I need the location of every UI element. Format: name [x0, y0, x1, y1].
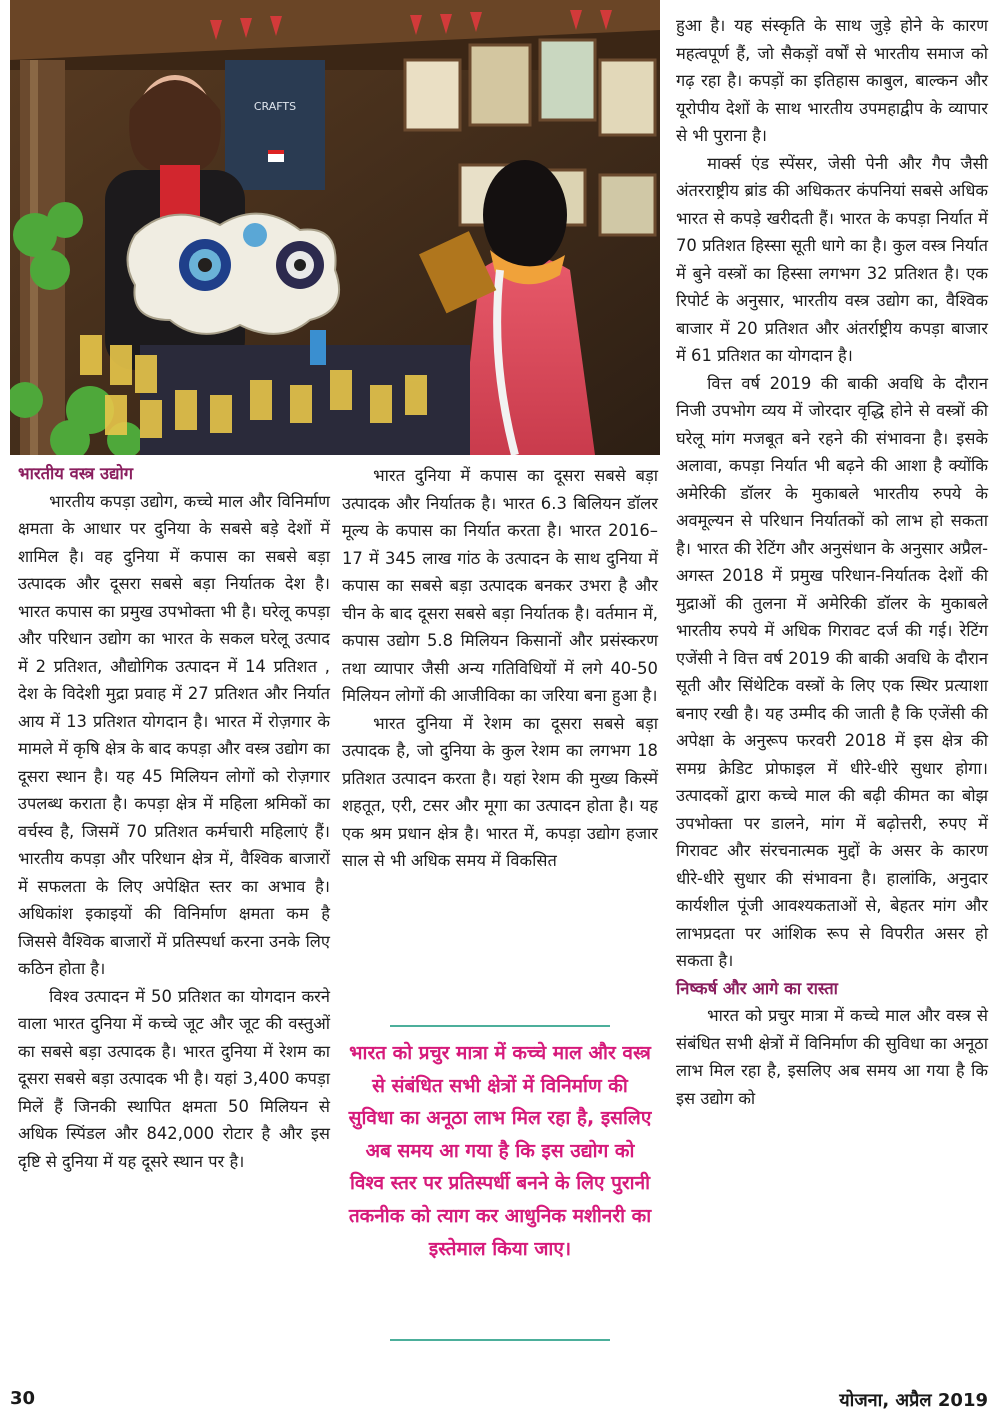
left-paragraph-2: विश्व उत्पादन में 50 प्रतिशत का योगदान करने वाला भारत दुनिया में कच्चे जूट और जूट की वस्तुओं का सबसे बड़ा उत्पादक है। भारत दुनिया में रेशम का दूसरा सबसे बड़ा उत्पादक भी है। यहां 3,400 कपड़ा मिलें हैं जिनकी स्थापित क्षमता 50 मिलियन से अधिक स्पिंडल और 842,000 रोटार है और इस दृष्टि से दुनिया में यह दूसरे स्थान पर है।	[18, 986, 330, 1171]
section-heading-conclusion: निष्कर्ष और आगे का रास्ता	[676, 978, 838, 998]
middle-paragraph-2: भारत दुनिया में रेशम का दूसरा सबसे बड़ा उत्पादक है, जो दुनिया के कुल रेशम का लगभग 18 प्रतिशत उत्पादन करता है। यहां रेशम की मुख्य किस्में शहतूत, एरी, टसर और मूगा का उत्पादन होता है। यह एक श्रम प्रधान क्षेत्र है। भारत में, कपड़ा उद्योग हजार साल से भी अधिक समय में विकसित	[342, 713, 658, 870]
middle-column	[342, 462, 658, 875]
magazine-issue-date: योजना, अप्रैल 2019	[839, 1390, 988, 1411]
crafts-poster	[225, 60, 325, 190]
right-paragraph-3: वित्त वर्ष 2019 की बाकी अवधि के दौरान निजी उपभोग व्यय में जोरदार वृद्धि होने से वस्त्रों की घरेलू मांग मजबूत बने रहने की संभावना है। इसके अलावा, कपड़ा निर्यात भी बढ़ने की आशा है क्योंकि अमेरिकी डॉलर के मुकाबले भारतीय रुपये के अवमूल्यन से परिधान निर्यातकों को लाभ हो सकता है। भारत की रेटिंग और अनुसंधान के अनुसार अप्रैल-अगस्त 2018 में प्रमुख परिधान-निर्यातक देशों की मुद्राओं की तुलना में अमेरिकी डॉलर के मुकाबले भारतीय रुपये में अधिक गिरावट दर्ज की गई। रेटिंग एजेंसी ने वित्त वर्ष 2019 की बाकी अवधि के दौरान सूती और सिंथेटिक वस्त्रों के लिए एक स्थिर प्रत्याशा बनाए रखी है। यह उम्मीद की जाती है कि एजेंसी की अपेक्षा के अनुरूप फरवरी 2018 में इस क्षेत्र की समग्र क्रेडिट प्रोफाइल में धीरे-धीरे सुधार होगा। उत्पादकों द्वारा कच्चे माल की बढ़ी कीमत का बोझ उपभोक्ता पर डालने, मांग में बढ़ोत्तरी, रुपए में गिरावट और संरचनात्मक मुद्दों के असर के कारण धीरे-धीरे सुधार की संभावना है। हालांकि, अनुदार कार्यशील पूंजी आवश्यकताओं से, बेहतर मांग और लाभप्रदता पर आंशिक रूप से विपरीत असर हो सकता है।	[676, 373, 988, 970]
right-paragraph-2: मार्क्स एंड स्पेंसर, जेसी पेनी और गैप जैसी अंतरराष्ट्रीय ब्रांड की अधिकतर कंपनियां सबसे अधिक भारत से कपड़े खरीदती हैं। भारत के कपड़ा निर्यात में 70 प्रतिशत हिस्सा सूती धागे का है। कुल वस्त्र निर्यात में बुने वस्त्रों का हिस्सा लगभग 32 प्रतिशत है। एक रिपोर्ट के अनुसार, भारतीय वस्त्र उद्योग का, वैश्विक बाजार में 20 प्रतिशत और अंतर्राष्ट्रीय कपड़ा बाजार में 61 प्रतिशत का योगदान है।	[676, 153, 988, 365]
pull-quote-bottom-rule	[390, 1339, 610, 1341]
pull-quote-text: भारत को प्रचुर मात्रा में कच्चे माल और वस्त्र से संबंधित सभी क्षेत्रों में विनिर्माण की सुविधा का अनूठा लाभ मिल रहा है, इसलिए अब समय आ गया है कि इस उद्योग को विश्व स्तर पर प्रतिस्पर्धी बनने के लिए पुरानी तकनीक को त्याग कर आधुनिक मशीनरी का इस्तेमाल किया जाए।	[348, 1042, 652, 1260]
decorative-plate	[128, 214, 340, 334]
middle-paragraph-1: भारत दुनिया में कपास का दूसरा सबसे बड़ा उत्पादक और निर्यातक है। भारत 6.3 बिलियन डॉलर मूल्य के कपास का निर्यात करता है। भारत 2016–17 में 345 लाख गांठ के उत्पादन के साथ दुनिया में कपास का सबसे बड़ा उत्पादक बनकर उभरा है और चीन के बाद दूसरा सबसे बड़ा निर्यातक है। वर्तमान में, कपास उद्योग 5.8 मिलियन किसानों और प्रसंस्करण तथा व्यापार जैसी अन्य गतिविधियों में लगे 40-50 मिलियन लोगों की आजीविका का जरिया बना हुआ है।	[342, 466, 658, 705]
right-paragraph-4: भारत को प्रचुर मात्रा में कच्चे माल और वस्त्र से संबंधित सभी क्षेत्रों में विनिर्माण की सुविधा का अनूठा लाभ मिल रहा है, इसलिए अब समय आ गया है कि इस उद्योग को	[676, 1006, 988, 1108]
blue-glass	[310, 330, 326, 365]
left-paragraph-1: भारतीय कपड़ा उद्योग, कच्चे माल और विनिर्माण क्षमता के आधार पर दुनिया के सबसे बड़े देशों में शामिल है। वह दुनिया में कपास का सबसे बड़ा उत्पादक और दूसरा सबसे बड़ा निर्यातक देश है। भारत कपास का प्रमुख उपभोक्ता भी है। घरेलू कपड़ा और परिधान उद्योग का भारत के सकल घरेलू उत्पाद में 2 प्रतिशत, औद्योगिक उत्पादन में 14 प्रतिशत , देश के विदेशी मुद्रा प्रवाह में 27 प्रतिशत और निर्यात आय में 13 प्रतिशत योगदान है। भारत में रोज़गार के मामले में कृषि क्षेत्र के बाद कपड़ा और वस्त्र उद्योग का दूसरा स्थान है। यह 45 मिलियन लोगों को रोज़गार उपलब्ध कराता है। कपड़ा क्षेत्र में महिला श्रमिकों का वर्चस्व है, जिसमें 70 प्रतिशत कर्मचारी महिलाएं हैं। भारतीय कपड़ा और परिधान क्षेत्र में, वैश्विक बाजारों में सफलता के लिए अपेक्षित स्तर का अभाव है। अधिकांश इकाइयों की विनिर्माण क्षमता कम है जिससे वैश्विक बाजारों में प्रतिस्पर्धा करना उनके लिए कठिन होता है।	[18, 491, 330, 978]
right-column	[676, 12, 988, 1112]
section-heading-textile-industry: भारतीय वस्त्र उद्योग	[18, 464, 134, 483]
pull-quote-top-rule	[390, 1025, 610, 1027]
craft-exhibition-photo	[10, 0, 660, 455]
poster-text: CRAFTS	[253, 100, 297, 113]
right-paragraph-1: हुआ है। यह संस्कृति के साथ जुड़े होने के कारण महत्वपूर्ण हैं, जो सैकड़ों वर्षों से भारतीय समाज को गढ़ रहा है। कपड़ों का इतिहास काबुल, बाल्कन और यूरोपीय देशों के साथ भारतीय उपमहाद्वीप के व्यापार से भी पुराना है।	[676, 16, 988, 145]
article-photo	[10, 0, 660, 455]
left-column	[18, 460, 330, 1175]
page-number: 30	[10, 1388, 36, 1409]
pull-quote	[340, 1025, 660, 1345]
